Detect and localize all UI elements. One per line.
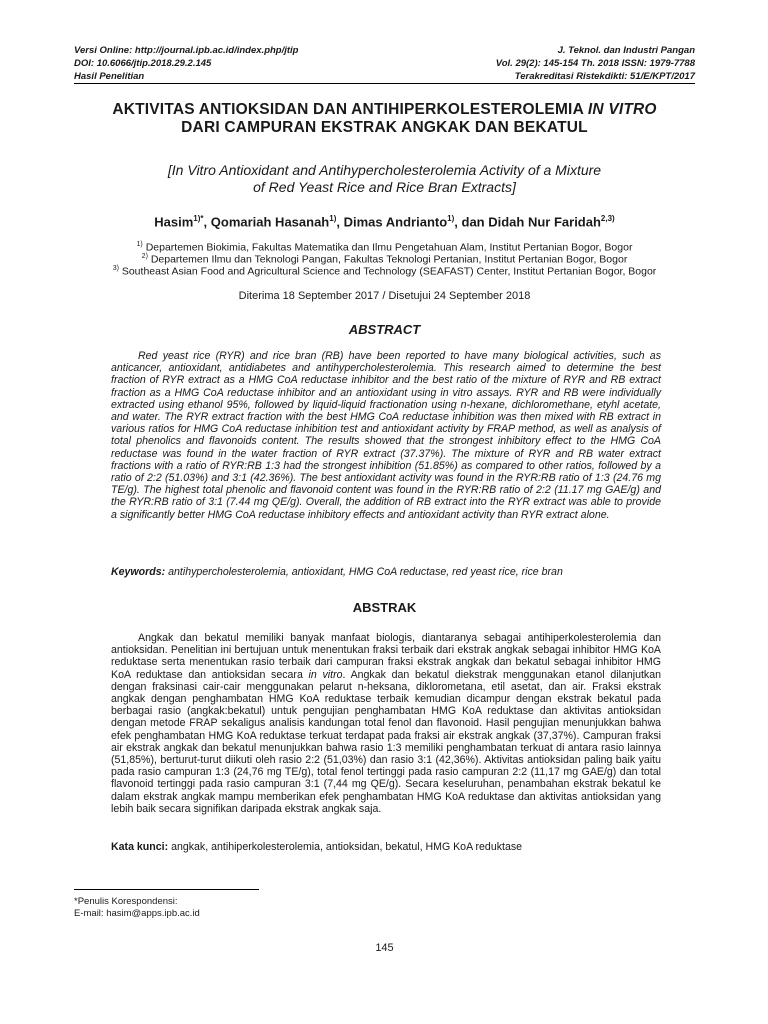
author-name: Qomariah Hasanah xyxy=(210,214,330,230)
author-mark: 2,3) xyxy=(600,214,615,223)
title-italic: IN VITRO xyxy=(587,101,657,118)
abstrak-body-part-1: Angkak dan bekatul memiliki banyak manfaat biologis, diantaranya sebagai antihiperkolesterolemia dan antioksidan. Penelitian ini bertujuan untuk menentukan fraksi terbaik dari ekstrak angkak sebagai inhibitor HMG KoA reduktase serta menentukan rasio terbaik dari campuran fraksi ekstrak angkak dan bekatul sebagai inhibitor HMG KoA reduktase dan antioksidan secara xyxy=(111,632,661,681)
header-row-2 xyxy=(74,58,695,70)
english-title-line-1: [In Vitro Antioxidant and Antihypercholesterolemia Activity of a Mixture xyxy=(167,162,602,178)
keywords-label: Keywords: xyxy=(111,566,166,578)
author-list: Hasim$^{1)*}$, Qomariah Hasanah$^{1)}$, Dimas Andrianto$^{1)}$, dan Didah Nur Faridah$^{2,3)}$ xyxy=(154,214,615,230)
author-mark: 1) xyxy=(329,214,337,223)
abstrak-body-italic: in vitro xyxy=(308,668,343,681)
english-title xyxy=(74,162,695,196)
paper-title xyxy=(74,101,695,137)
affiliation-mark: 1) xyxy=(136,241,143,248)
header-divider xyxy=(74,83,695,84)
english-title-line-2: of Red Yeast Rice and Rice Bran Extracts] xyxy=(253,179,516,195)
affiliation-text: Departemen Biokimia, Fakultas Matematika dan Ilmu Pengetahuan Alam, Institut Pertanian Bogor, Bogor xyxy=(145,241,633,254)
header-row-3 xyxy=(74,71,695,83)
title-line-2: DARI CAMPURAN EKSTRAK ANGKAK DAN BEKATUL xyxy=(181,119,588,136)
affiliation-3 xyxy=(74,262,695,279)
keywords xyxy=(111,566,671,579)
header-row-1 xyxy=(74,45,695,57)
abstract-heading: ABSTRACT xyxy=(348,322,421,337)
author-name: Hasim xyxy=(154,214,194,230)
article-type: Hasil Penelitian xyxy=(74,71,145,82)
affiliation-text: Departemen Ilmu dan Teknologi Pangan, Fakultas Teknologi Pertanian, Institut Pertanian Bogor, Bogor xyxy=(150,253,628,266)
journal-name: J. Teknol. dan Industri Pangan xyxy=(557,45,695,56)
volume-issn: Vol. 29(2): 145-154 Th. 2018 ISSN: 1979-7788 xyxy=(495,58,695,69)
abstrak-body xyxy=(111,632,661,815)
title-line-1: AKTIVITAS ANTIOKSIDAN DAN ANTIHIPERKOLESTEROLEMIA xyxy=(112,101,584,118)
affiliation-mark: 2) xyxy=(141,253,148,260)
author-name: Dimas Andrianto xyxy=(343,214,448,230)
affiliation-mark: 3) xyxy=(112,265,119,272)
page-number: 145 xyxy=(375,942,394,954)
abstrak-body-part-2: . Angkak dan bekatul diekstrak menggunakan etanol dilanjutkan dengan fraksinasi cair-cair menggunakan pelarut n-heksana, diklorometana, etil asetat, dan air. Fraksi ekstrak angkak dengan penghambatan HMG KoA reduktase terbaik kemudian dicampur dengan ekstrak bekatul pada berbagai rasio (angkak:bekatul) untuk pengujian penghambatan HMG KoA reduktase dan aktivitas antioksidan dengan metode FRAP sekaligus analisis kandungan total fenol dan flavonoid. Hasil pengujian menunjukkan bahwa efek penghambatan HMG KoA reduktase terkuat terdapat pada fraksi air ekstrak angkak (37,37%). Campuran fraksi air ekstrak angkak dan bekatul menunjukkan bahwa rasio 1:3 memiliki penghambatan terkuat di antara rasio lainnya (51,85%), berturut-turut diikuti oleh rasio 2:2 (51,03%) dan rasio 3:1 (42,36%). Aktivitas antioksidan paling baik yaitu pada rasio campuran 1:3 (24,76 mg TE/g), total fenol tertinggi pada rasio campuran 2:2 (11,17 mg GAE/g) dan total flavonoid tertinggi pada rasio campuran 3:1 (7,44 mg QE/g). Secara keseluruhan, penambahan ekstrak bekatul ke dalam ekstrak angkak mampu memberikan efek penghambatan HMG KoA reduktase dan aktivitas antioksidan yang lebih baik secara signifikan daripada ekstrak angkak saja. xyxy=(111,668,662,815)
corresponding-author-label: *Penulis Korespondensi: xyxy=(74,896,178,907)
keywords-text: antihypercholesterolemia, antioxidant, HMG CoA reductase, red yeast rice, rice bran xyxy=(168,566,563,578)
kata-kunci-text: angkak, antihiperkolesterolemia, antioksidan, bekatul, HMG KoA reduktase xyxy=(171,841,523,853)
author-name: dan Didah Nur Faridah xyxy=(461,214,601,230)
received-accepted-dates: Diterima 18 September 2017 / Disetujui 24 September 2018 xyxy=(238,290,531,302)
abstract-body: Red yeast rice (RYR) and rice bran (RB) have been reported to have many biological activities, such as anticancer, antioxidant, antidiabetes and antihypercholesterolemia. This research aimed to determine the best fraction of RYR extract as a HMG CoA reductase inhibitor and the best ratio of the mixture of RYR and RB extract fraction as a HMG CoA reductase inhibitor and an antioxidant using in vitro assays. RYR and RB were individually extracted using ethanol 95%, followed by liquid-liquid fractionation using n-hexane, dichloromethane, etyhl acetate, and water. The RYR extract fraction with the best HMG CoA reductase inhibition was then mixed with RB extract in various ratios for HMG CoA reductase inhibition test and antioxidant activity by FRAP method, as well as analysis of total phenolics and flavonoids content. The results showed that the strongest inhibitory effect to the HMG CoA reductase was found in the water fraction of RYR extract (37.37%). The mixture of RYR and RB water extract fractions with a ratio of RYR:RB 1:3 had the strongest inhibition (51.85%) as compared to other ratios, followed by a ratio of 2:2 (51.03%) and 3:1 (42.36%). The best antioxidant activity was found in the RYR:RB ratio of 1:3 (24.76 mg TE/g). The highest total phenolic and flavonoid content was found in the RYR:RB ratio of 2:2 (11.17 mg GAE/g) and the RYR:RB ratio of 3:1 (7.44 mg QE/g). Overall, the addition of RB extract into the RYR extract was able to provide a significantly better HMG CoA reductase inhibitory effects and antioxidant activity than RYR extract alone. xyxy=(111,350,661,521)
accreditation: Terakreditasi Ristekdikti: 51/E/KPT/2017 xyxy=(514,71,695,82)
kata-kunci xyxy=(111,841,671,854)
doi[interactable]: DOI: 10.6066/jtip.2018.29.2.145 xyxy=(74,58,212,69)
journal-url[interactable]: Versi Online: http://journal.ipb.ac.id/index.php/jtip xyxy=(74,45,299,56)
author-mark: 1) xyxy=(447,214,455,223)
footnote-divider xyxy=(74,889,259,890)
kata-kunci-label: Kata kunci: xyxy=(111,841,169,853)
abstrak-heading: ABSTRAK xyxy=(352,600,417,615)
author-mark: 1)* xyxy=(193,214,204,223)
affiliation-text: Southeast Asian Food and Agricultural Science and Technology (SEAFAST) Center, Institut Pertanian Bogor, Bogor xyxy=(121,265,657,278)
corresponding-email[interactable]: E-mail: hasim@apps.ipb.ac.id xyxy=(74,908,200,919)
